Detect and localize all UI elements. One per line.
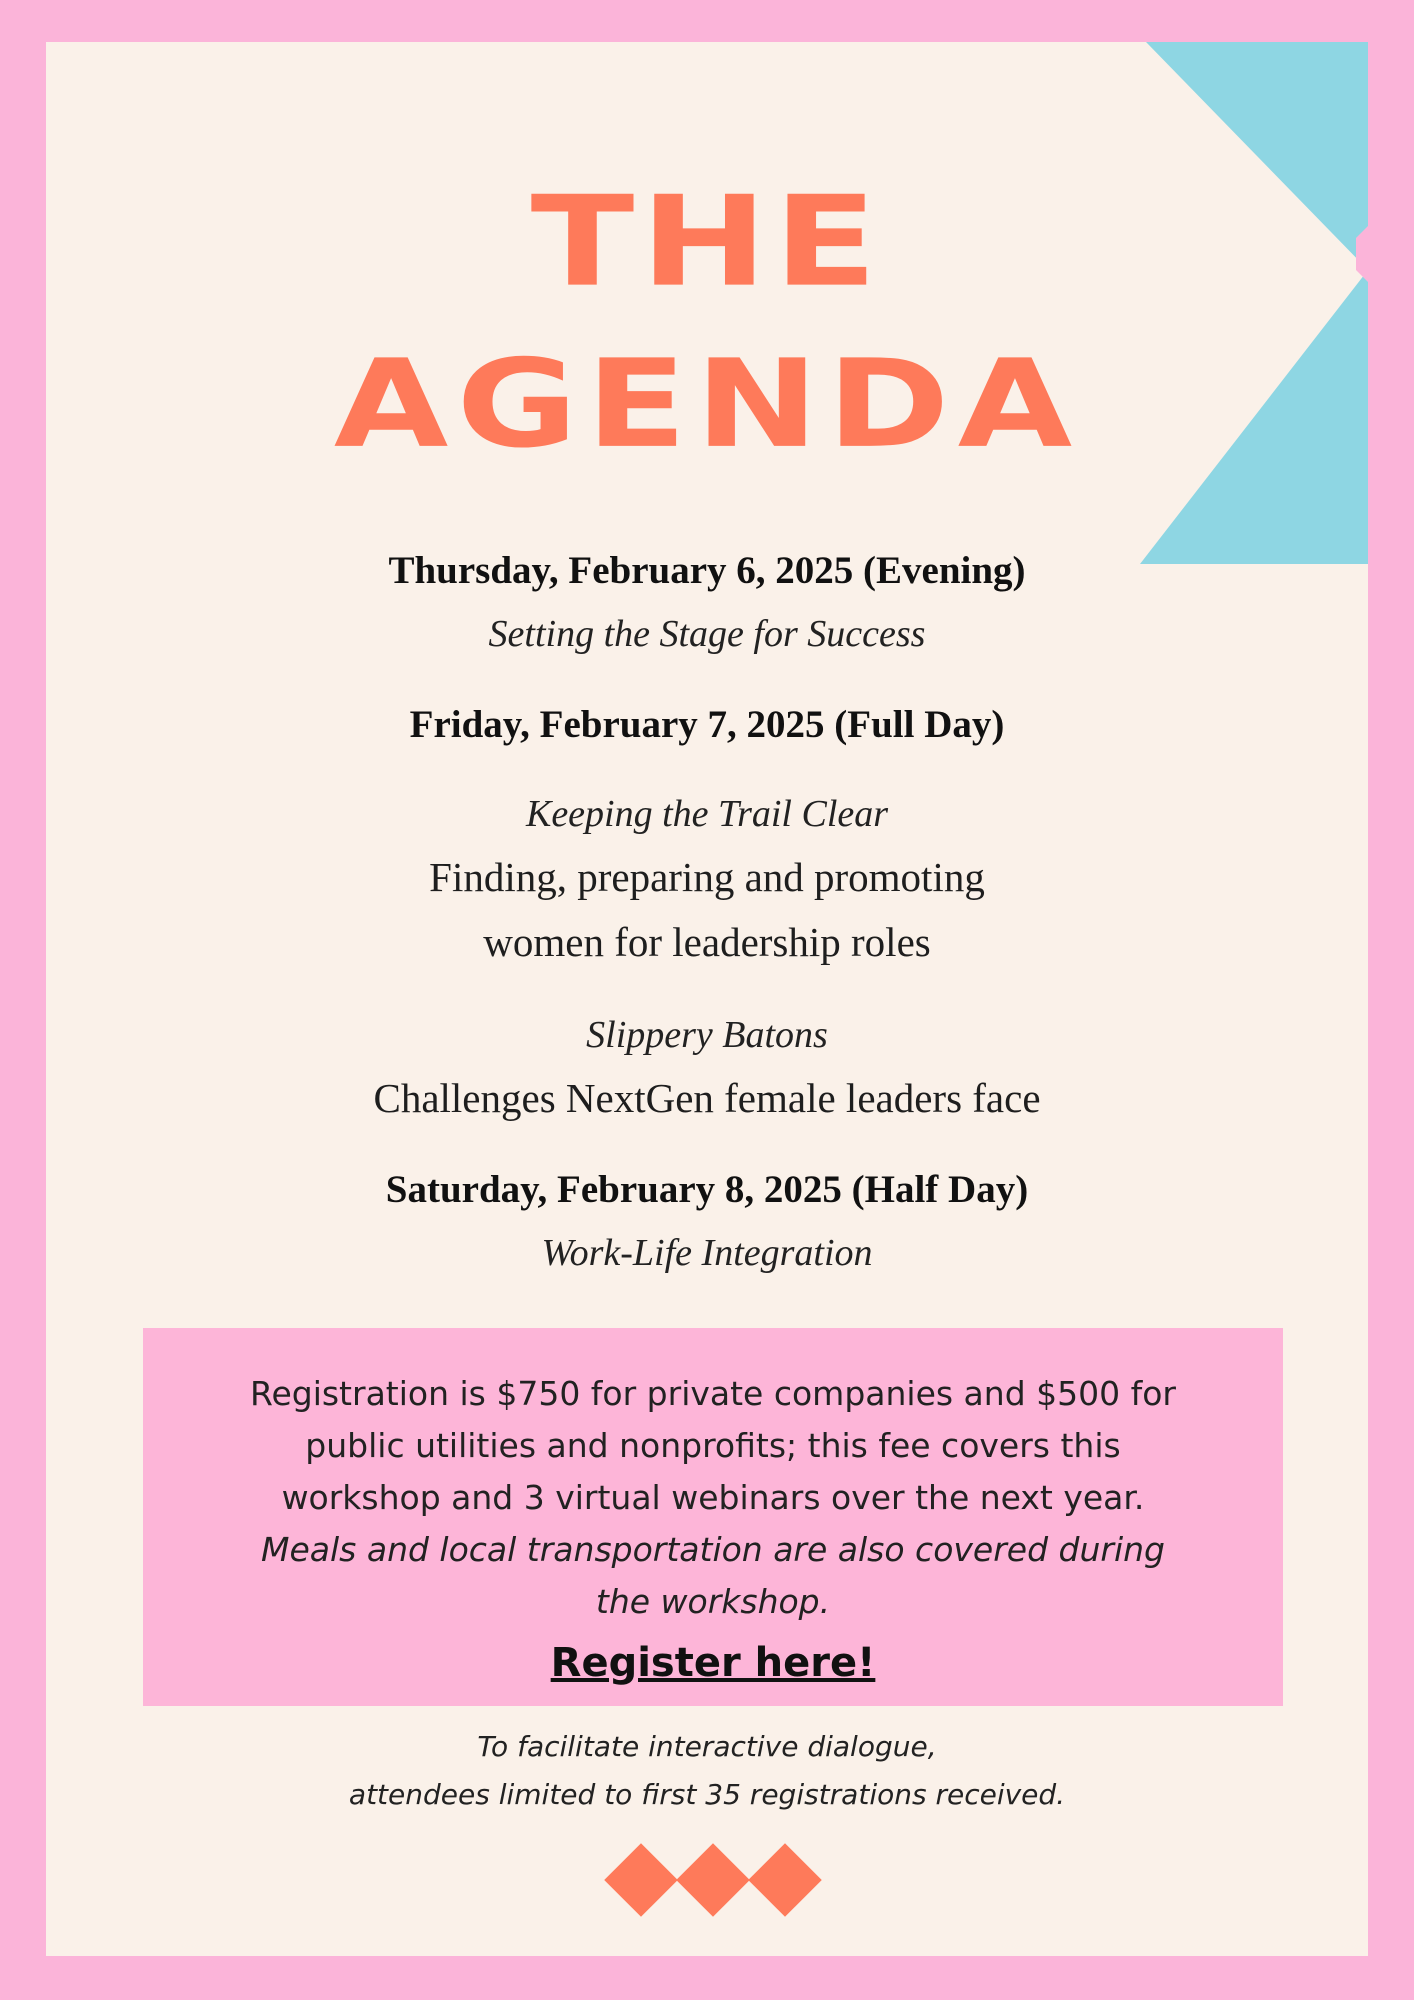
- saturday-session: Work-Life Integration: [541, 1232, 873, 1274]
- diamond-icon: [748, 1843, 822, 1917]
- thursday-session: Setting the Stage for Success: [488, 613, 926, 655]
- registration-line-3: workshop and 3 virtual webinars over the next year.: [281, 1478, 1145, 1517]
- friday-session-1: Keeping the Trail Clear: [525, 793, 889, 835]
- title-agenda: AGENDA: [333, 333, 1081, 475]
- diamond-icon: [676, 1843, 750, 1917]
- diamond-decoration: [603, 1842, 829, 1926]
- registration-meals-line-2: the workshop.: [595, 1582, 831, 1621]
- thursday-heading: Thursday, February 6, 2025 (Evening): [388, 549, 1026, 592]
- friday-session-1-desc-line2: women for leadership roles: [483, 919, 931, 965]
- diamond-icon: [604, 1843, 678, 1917]
- friday-session-2-desc: Challenges NextGen female leaders face: [373, 1075, 1041, 1121]
- friday-session-2: Slippery Batons: [586, 1014, 828, 1056]
- title-the: THE: [530, 169, 884, 315]
- poster-page: [46, 42, 1368, 1956]
- friday-session-1-desc-line1: Finding, preparing and promoting: [429, 854, 985, 900]
- registration-line-2: public utilities and nonprofits; this fee covers this: [305, 1426, 1121, 1465]
- registration-box: [143, 1328, 1283, 1706]
- note-line-1: To facilitate interactive dialogue,: [477, 1730, 937, 1763]
- registration-text: [163, 1368, 1263, 1628]
- friday-heading: Friday, February 7, 2025 (Full Day): [409, 703, 1005, 746]
- register-here-link[interactable]: Register here!: [550, 1640, 876, 1686]
- registration-meals-line-1: Meals and local transportation are also covered during: [261, 1530, 1165, 1569]
- note-line-2: attendees limited to first 35 registrations received.: [348, 1778, 1066, 1811]
- registration-line-1: Registration is $750 for private companies and $500 for: [250, 1374, 1176, 1413]
- saturday-heading: Saturday, February 8, 2025 (Half Day): [385, 1168, 1029, 1211]
